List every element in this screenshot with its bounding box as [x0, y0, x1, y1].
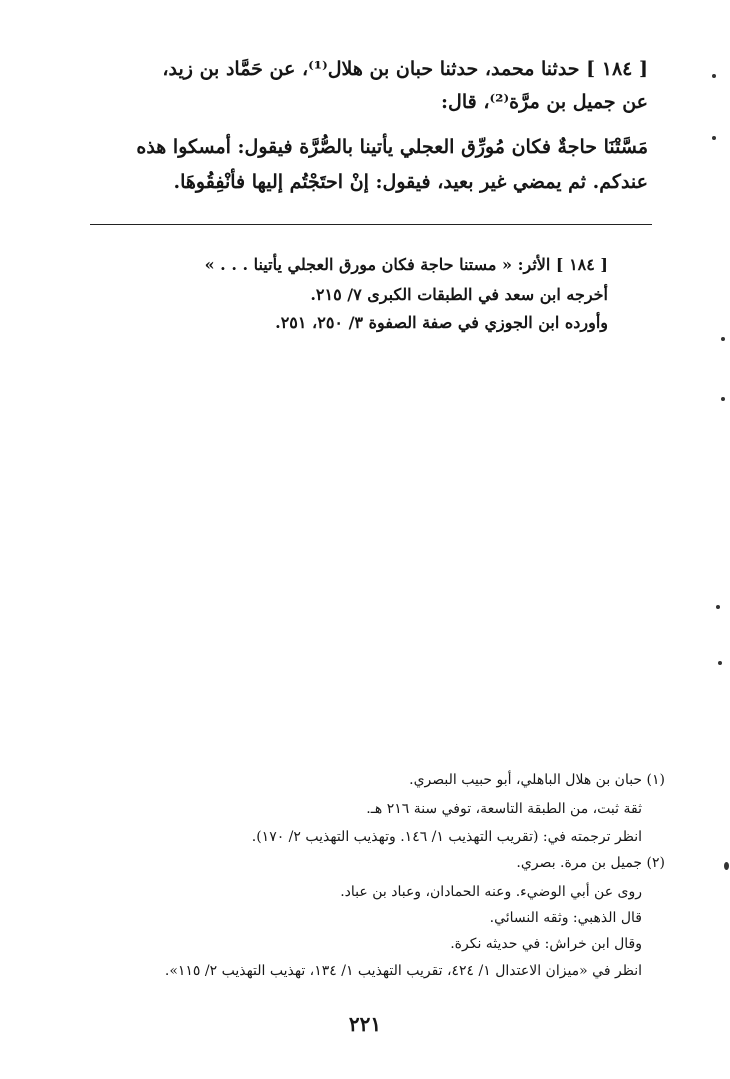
margin-mark [718, 661, 722, 665]
margin-mark [721, 397, 725, 401]
footnote-1-heading: (١) حبان بن هلال الباهلي، أبو حبيب البصري. [409, 772, 665, 788]
main-text-line-2: عن جميل بن مرَّة⁽²⁾، قال: [441, 91, 648, 113]
margin-mark [712, 74, 716, 78]
margin-mark [712, 136, 716, 140]
margin-mark [724, 862, 729, 870]
main-text-line-4: عندكم. ثم يمضي غير بعيد، فيقول: إنْ احتَجْتُم إليها فأنْفِقُوهَا. [173, 171, 648, 193]
footnote-1-line: ثقة ثبت، من الطبقة التاسعة، توفي سنة ٢١٦ هـ. [366, 801, 642, 817]
takhrij-line-3: وأورده ابن الجوزي في صفة الصفوة ٣/ ٢٥٠، ٢٥١. [275, 313, 608, 332]
margin-mark [721, 337, 725, 341]
separator-rule [90, 224, 652, 225]
margin-mark [716, 605, 720, 609]
main-text-line-3: مَسَّتْنَا حاجةٌ فكان مُورِّق العجلي يأتينا بالصُّرَّة فيقول: أمسكوا هذه [136, 136, 648, 158]
footnote-2-heading: (٢) جميل بن مرة. بصري. [516, 855, 665, 871]
footnote-2-line: قال الذهبي: وثقه النسائي. [489, 910, 642, 926]
footnote-2-line: انظر في «ميزان الاعتدال ١/ ٤٢٤، تقريب التهذيب ١/ ١٣٤، تهذيب التهذيب ٢/ ١١٥». [164, 963, 642, 979]
footnote-2-line: وقال ابن خراش: في حديثه نكرة. [450, 936, 642, 952]
main-text-line-1: [ ١٨٤ ] حدثنا محمد، حدثنا حبان بن هلال⁽¹⁾، عن حَمَّاد بن زيد، [162, 58, 648, 80]
footnote-2-line: روى عن أبي الوضيء. وعنه الحمادان، وعباد بن عباد. [340, 884, 642, 900]
page-number: ٢٢١ [348, 1012, 382, 1036]
footnote-1-line: انظر ترجمته في: (تقريب التهذيب ١/ ١٤٦. وتهذيب التهذيب ٢/ ١٧٠). [251, 829, 642, 845]
takhrij-line-1: [ ١٨٤ ] الأثر: « مستنا حاجة فكان مورق العجلي يأتينا . . . » [204, 255, 608, 274]
takhrij-line-2: أخرجه ابن سعد في الطبقات الكبرى ٧/ ٢١٥. [310, 285, 608, 304]
